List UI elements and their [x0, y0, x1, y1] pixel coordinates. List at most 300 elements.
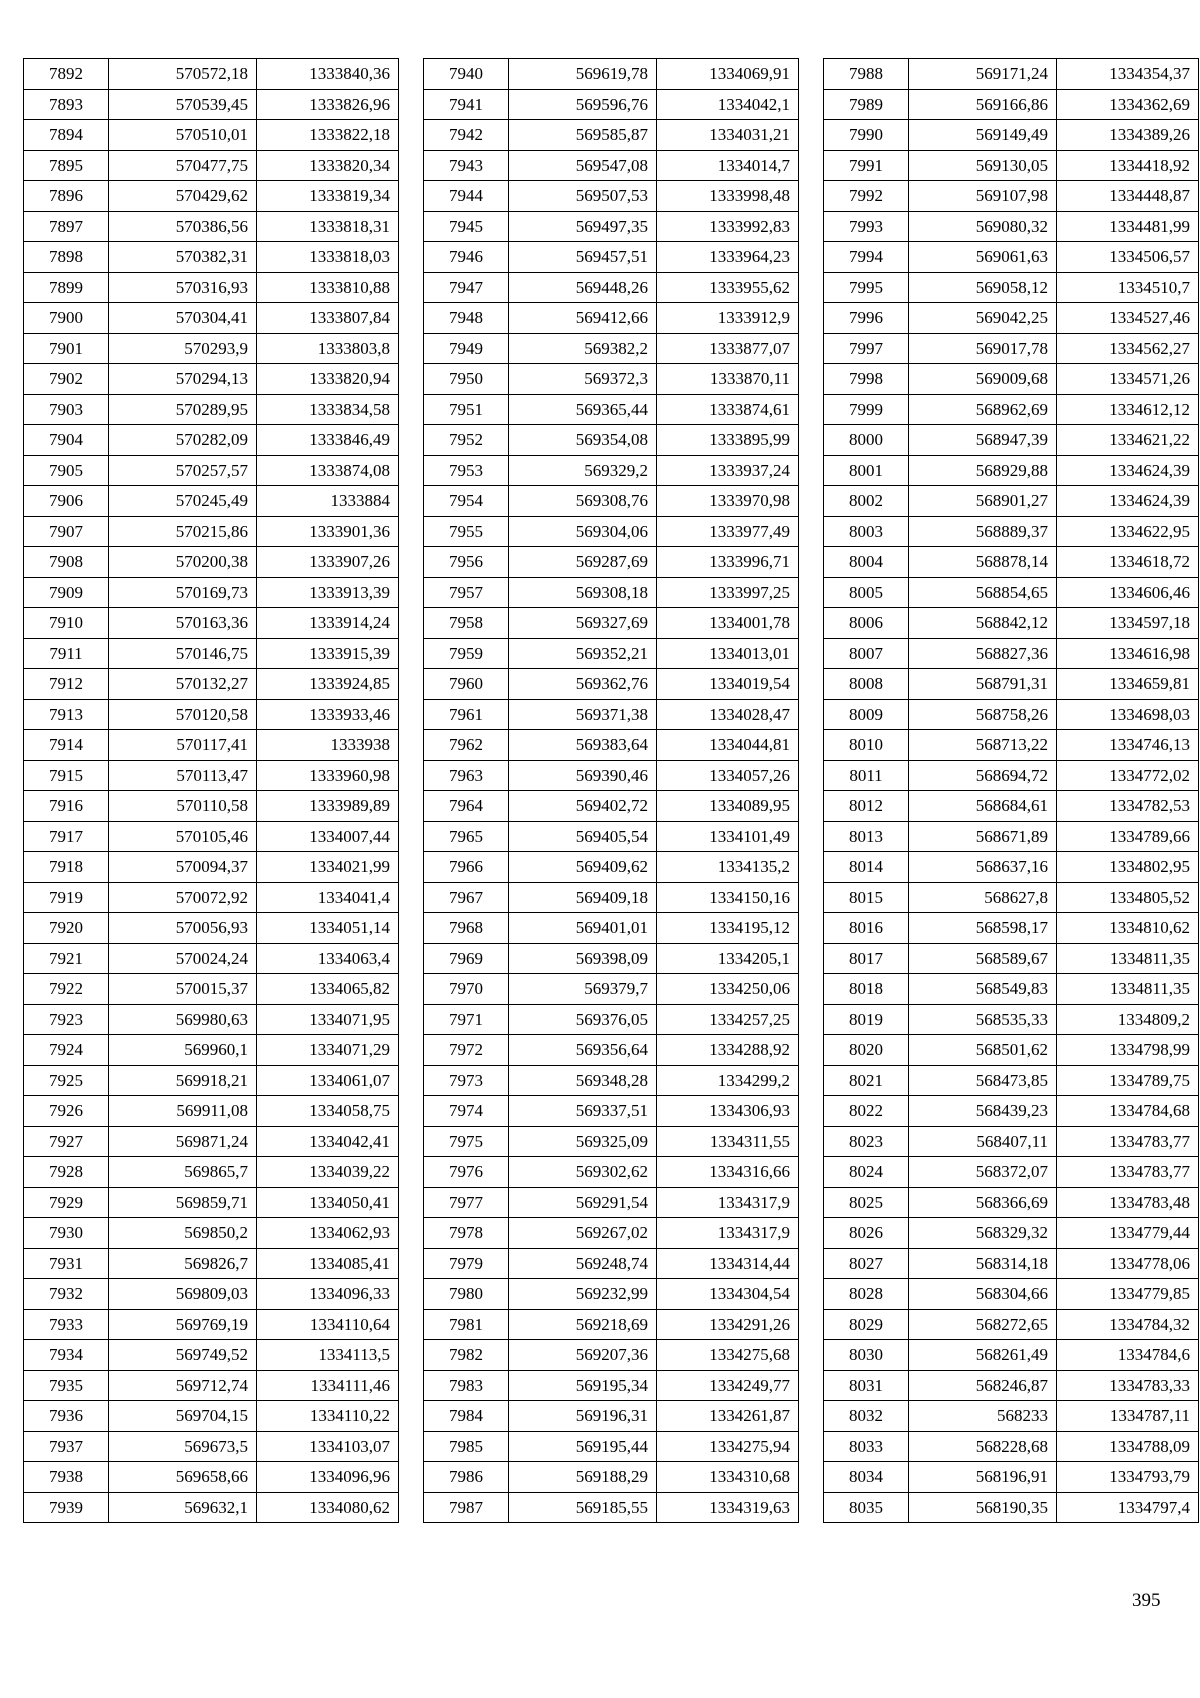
- y-coordinate-cell: 1333992,83: [657, 211, 799, 242]
- table-row: [824, 669, 1199, 700]
- x-coordinate-cell: 569658,66: [109, 1462, 257, 1493]
- point-number-cell: 7926: [24, 1096, 109, 1127]
- y-coordinate-cell: 1334031,21: [657, 120, 799, 151]
- table-row: [824, 577, 1199, 608]
- point-number-cell: 7974: [424, 1096, 509, 1127]
- table-row: [424, 1218, 799, 1249]
- x-coordinate-cell: 570257,57: [109, 455, 257, 486]
- y-coordinate-cell: 1334019,54: [657, 669, 799, 700]
- y-coordinate-cell: 1334784,6: [1057, 1340, 1199, 1371]
- y-coordinate-cell: 1334698,03: [1057, 699, 1199, 730]
- point-number-cell: 7963: [424, 760, 509, 791]
- x-coordinate-cell: 570572,18: [109, 59, 257, 90]
- point-number-cell: 7898: [24, 242, 109, 273]
- x-coordinate-cell: 569248,74: [509, 1248, 657, 1279]
- table-row: [824, 852, 1199, 883]
- y-coordinate-cell: 1334310,68: [657, 1462, 799, 1493]
- point-number-cell: 7964: [424, 791, 509, 822]
- point-number-cell: 7922: [24, 974, 109, 1005]
- x-coordinate-cell: 568842,12: [909, 608, 1057, 639]
- table-row: [824, 1279, 1199, 1310]
- y-coordinate-cell: 1334306,93: [657, 1096, 799, 1127]
- y-coordinate-cell: 1334624,39: [1057, 455, 1199, 486]
- table-row: [24, 1370, 399, 1401]
- x-coordinate-cell: 569149,49: [909, 120, 1057, 151]
- x-coordinate-cell: 569365,44: [509, 394, 657, 425]
- y-coordinate-cell: 1334096,96: [257, 1462, 399, 1493]
- point-number-cell: 7906: [24, 486, 109, 517]
- x-coordinate-cell: 569859,71: [109, 1187, 257, 1218]
- point-number-cell: 7916: [24, 791, 109, 822]
- y-coordinate-cell: 1334448,87: [1057, 181, 1199, 212]
- point-number-cell: 7992: [824, 181, 909, 212]
- x-coordinate-cell: 570200,38: [109, 547, 257, 578]
- point-number-cell: 7998: [824, 364, 909, 395]
- table-row: [424, 120, 799, 151]
- y-coordinate-cell: 1334205,1: [657, 943, 799, 974]
- point-number-cell: 7973: [424, 1065, 509, 1096]
- x-coordinate-cell: 569196,31: [509, 1401, 657, 1432]
- table-row: [424, 943, 799, 974]
- x-coordinate-cell: 568962,69: [909, 394, 1057, 425]
- table-row: [24, 211, 399, 242]
- x-coordinate-cell: 568233: [909, 1401, 1057, 1432]
- x-coordinate-cell: 568366,69: [909, 1187, 1057, 1218]
- x-coordinate-cell: 569383,64: [509, 730, 657, 761]
- y-coordinate-cell: 1334798,99: [1057, 1035, 1199, 1066]
- table-row: [424, 455, 799, 486]
- x-coordinate-cell: 570539,45: [109, 89, 257, 120]
- point-number-cell: 7920: [24, 913, 109, 944]
- point-number-cell: 7977: [424, 1187, 509, 1218]
- y-coordinate-cell: 1334782,53: [1057, 791, 1199, 822]
- table-row: [24, 394, 399, 425]
- y-coordinate-cell: 1334257,25: [657, 1004, 799, 1035]
- table-row: [424, 1065, 799, 1096]
- y-coordinate-cell: 1334110,22: [257, 1401, 399, 1432]
- point-number-cell: 7909: [24, 577, 109, 608]
- point-number-cell: 7942: [424, 120, 509, 151]
- y-coordinate-cell: 1334789,75: [1057, 1065, 1199, 1096]
- x-coordinate-cell: 569497,35: [509, 211, 657, 242]
- y-coordinate-cell: 1334784,68: [1057, 1096, 1199, 1127]
- table-row: [24, 1401, 399, 1432]
- point-number-cell: 7934: [24, 1340, 109, 1371]
- table-row: [424, 974, 799, 1005]
- y-coordinate-cell: 1334784,32: [1057, 1309, 1199, 1340]
- table-row: [24, 303, 399, 334]
- table-row: [424, 791, 799, 822]
- point-number-cell: 7971: [424, 1004, 509, 1035]
- x-coordinate-cell: 569405,54: [509, 821, 657, 852]
- point-number-cell: 7961: [424, 699, 509, 730]
- table-row: [424, 852, 799, 883]
- x-coordinate-cell: 568372,07: [909, 1157, 1057, 1188]
- x-coordinate-cell: 569218,69: [509, 1309, 657, 1340]
- x-coordinate-cell: 569337,51: [509, 1096, 657, 1127]
- point-number-cell: 7913: [24, 699, 109, 730]
- table-row: [24, 1187, 399, 1218]
- point-number-cell: 7915: [24, 760, 109, 791]
- x-coordinate-cell: 569409,18: [509, 882, 657, 913]
- point-number-cell: 7941: [424, 89, 509, 120]
- x-coordinate-cell: 568598,17: [909, 913, 1057, 944]
- y-coordinate-cell: 1334506,57: [1057, 242, 1199, 273]
- point-number-cell: 7989: [824, 89, 909, 120]
- point-number-cell: 7919: [24, 882, 109, 913]
- point-number-cell: 7980: [424, 1279, 509, 1310]
- y-coordinate-cell: 1334195,12: [657, 913, 799, 944]
- x-coordinate-cell: 569585,87: [509, 120, 657, 151]
- y-coordinate-cell: 1333819,34: [257, 181, 399, 212]
- table-row: [424, 669, 799, 700]
- point-number-cell: 7931: [24, 1248, 109, 1279]
- point-number-cell: 7930: [24, 1218, 109, 1249]
- x-coordinate-cell: 569507,53: [509, 181, 657, 212]
- y-coordinate-cell: 1333914,24: [257, 608, 399, 639]
- x-coordinate-cell: 569302,62: [509, 1157, 657, 1188]
- y-coordinate-cell: 1333912,9: [657, 303, 799, 334]
- x-coordinate-cell: 569448,26: [509, 272, 657, 303]
- table-row: [24, 699, 399, 730]
- y-coordinate-cell: 1333874,61: [657, 394, 799, 425]
- y-coordinate-cell: 1334135,2: [657, 852, 799, 883]
- point-number-cell: 7935: [24, 1370, 109, 1401]
- point-number-cell: 7981: [424, 1309, 509, 1340]
- table-row: [824, 1218, 1199, 1249]
- x-coordinate-cell: 569398,09: [509, 943, 657, 974]
- table-row: [824, 547, 1199, 578]
- table-row: [24, 1492, 399, 1523]
- table-row: [24, 1218, 399, 1249]
- x-coordinate-cell: 568929,88: [909, 455, 1057, 486]
- point-number-cell: 7951: [424, 394, 509, 425]
- x-coordinate-cell: 568501,62: [909, 1035, 1057, 1066]
- table-row: [824, 486, 1199, 517]
- point-number-cell: 8028: [824, 1279, 909, 1310]
- y-coordinate-cell: 1334042,41: [257, 1126, 399, 1157]
- point-number-cell: 8033: [824, 1431, 909, 1462]
- table-row: [24, 486, 399, 517]
- table-row: [24, 1279, 399, 1310]
- y-coordinate-cell: 1334014,7: [657, 150, 799, 181]
- point-number-cell: 8014: [824, 852, 909, 883]
- point-number-cell: 8003: [824, 516, 909, 547]
- point-number-cell: 8008: [824, 669, 909, 700]
- y-coordinate-cell: 1334304,54: [657, 1279, 799, 1310]
- point-number-cell: 7936: [24, 1401, 109, 1432]
- table-row: [424, 211, 799, 242]
- y-coordinate-cell: 1334291,26: [657, 1309, 799, 1340]
- x-coordinate-cell: 569188,29: [509, 1462, 657, 1493]
- point-number-cell: 7972: [424, 1035, 509, 1066]
- y-coordinate-cell: 1333826,96: [257, 89, 399, 120]
- table-row: [24, 1126, 399, 1157]
- table-row: [424, 1279, 799, 1310]
- y-coordinate-cell: 1334510,7: [1057, 272, 1199, 303]
- table-row: [424, 333, 799, 364]
- table-row: [24, 1248, 399, 1279]
- y-coordinate-cell: 1334311,55: [657, 1126, 799, 1157]
- y-coordinate-cell: 1334783,33: [1057, 1370, 1199, 1401]
- x-coordinate-cell: 568314,18: [909, 1248, 1057, 1279]
- x-coordinate-cell: 569379,7: [509, 974, 657, 1005]
- x-coordinate-cell: 569195,34: [509, 1370, 657, 1401]
- table-row: [824, 730, 1199, 761]
- x-coordinate-cell: 569850,2: [109, 1218, 257, 1249]
- y-coordinate-cell: 1334062,93: [257, 1218, 399, 1249]
- point-number-cell: 8012: [824, 791, 909, 822]
- table-row: [424, 1035, 799, 1066]
- point-number-cell: 7949: [424, 333, 509, 364]
- y-coordinate-cell: 1334103,07: [257, 1431, 399, 1462]
- point-number-cell: 7896: [24, 181, 109, 212]
- y-coordinate-cell: 1334050,41: [257, 1187, 399, 1218]
- x-coordinate-cell: 569390,46: [509, 760, 657, 791]
- point-number-cell: 7937: [24, 1431, 109, 1462]
- table-row: [824, 821, 1199, 852]
- y-coordinate-cell: 1334028,47: [657, 699, 799, 730]
- y-coordinate-cell: 1334275,94: [657, 1431, 799, 1462]
- table-row: [824, 59, 1199, 90]
- table-row: [24, 333, 399, 364]
- y-coordinate-cell: 1334783,48: [1057, 1187, 1199, 1218]
- y-coordinate-cell: 1333820,94: [257, 364, 399, 395]
- point-number-cell: 7902: [24, 364, 109, 395]
- x-coordinate-cell: 570245,49: [109, 486, 257, 517]
- table-row: [824, 1065, 1199, 1096]
- x-coordinate-cell: 569749,52: [109, 1340, 257, 1371]
- table-row: [824, 1309, 1199, 1340]
- y-coordinate-cell: 1334787,11: [1057, 1401, 1199, 1432]
- x-coordinate-cell: 570113,47: [109, 760, 257, 791]
- coordinate-table-3: [823, 58, 1199, 1523]
- x-coordinate-cell: 569287,69: [509, 547, 657, 578]
- coordinate-table-1: [23, 58, 399, 1523]
- x-coordinate-cell: 569130,05: [909, 150, 1057, 181]
- point-number-cell: 7955: [424, 516, 509, 547]
- point-number-cell: 7959: [424, 638, 509, 669]
- point-number-cell: 8001: [824, 455, 909, 486]
- point-number-cell: 7987: [424, 1492, 509, 1523]
- point-number-cell: 7903: [24, 394, 109, 425]
- y-coordinate-cell: 1334622,95: [1057, 516, 1199, 547]
- x-coordinate-cell: 568854,65: [909, 577, 1057, 608]
- x-coordinate-cell: 568637,16: [909, 852, 1057, 883]
- y-coordinate-cell: 1334101,49: [657, 821, 799, 852]
- y-coordinate-cell: 1333977,49: [657, 516, 799, 547]
- table-row: [824, 181, 1199, 212]
- table-row: [824, 943, 1199, 974]
- y-coordinate-cell: 1334044,81: [657, 730, 799, 761]
- x-coordinate-cell: 570120,58: [109, 699, 257, 730]
- table-row: [824, 1126, 1199, 1157]
- x-coordinate-cell: 569596,76: [509, 89, 657, 120]
- x-coordinate-cell: 569171,24: [909, 59, 1057, 90]
- table-row: [24, 638, 399, 669]
- y-coordinate-cell: 1334111,46: [257, 1370, 399, 1401]
- y-coordinate-cell: 1334481,99: [1057, 211, 1199, 242]
- y-coordinate-cell: 1333901,36: [257, 516, 399, 547]
- point-number-cell: 7983: [424, 1370, 509, 1401]
- x-coordinate-cell: 569166,86: [909, 89, 1057, 120]
- point-number-cell: 7995: [824, 272, 909, 303]
- point-number-cell: 7986: [424, 1462, 509, 1493]
- x-coordinate-cell: 570146,75: [109, 638, 257, 669]
- table-row: [424, 1370, 799, 1401]
- y-coordinate-cell: 1334527,46: [1057, 303, 1199, 334]
- table-row: [424, 150, 799, 181]
- point-number-cell: 8011: [824, 760, 909, 791]
- y-coordinate-cell: 1334021,99: [257, 852, 399, 883]
- x-coordinate-cell: 568196,91: [909, 1462, 1057, 1493]
- table-row: [424, 1309, 799, 1340]
- x-coordinate-cell: 568627,8: [909, 882, 1057, 913]
- y-coordinate-cell: 1334069,91: [657, 59, 799, 90]
- x-coordinate-cell: 569017,78: [909, 333, 1057, 364]
- x-coordinate-cell: 569352,21: [509, 638, 657, 669]
- table-row: [424, 242, 799, 273]
- x-coordinate-cell: 569232,99: [509, 1279, 657, 1310]
- table-row: [424, 1340, 799, 1371]
- x-coordinate-cell: 570117,41: [109, 730, 257, 761]
- table-row: [824, 211, 1199, 242]
- x-coordinate-cell: 569080,32: [909, 211, 1057, 242]
- table-row: [824, 1035, 1199, 1066]
- point-number-cell: 8035: [824, 1492, 909, 1523]
- x-coordinate-cell: 569376,05: [509, 1004, 657, 1035]
- point-number-cell: 7958: [424, 608, 509, 639]
- point-number-cell: 7914: [24, 730, 109, 761]
- table-row: [24, 791, 399, 822]
- y-coordinate-cell: 1334809,2: [1057, 1004, 1199, 1035]
- point-number-cell: 7996: [824, 303, 909, 334]
- point-number-cell: 7952: [424, 425, 509, 456]
- table-row: [824, 760, 1199, 791]
- point-number-cell: 7993: [824, 211, 909, 242]
- x-coordinate-cell: 570304,41: [109, 303, 257, 334]
- x-coordinate-cell: 569960,1: [109, 1035, 257, 1066]
- table-row: [824, 608, 1199, 639]
- y-coordinate-cell: 1333907,26: [257, 547, 399, 578]
- table-row: [24, 1004, 399, 1035]
- x-coordinate-cell: 568439,23: [909, 1096, 1057, 1127]
- table-row: [424, 59, 799, 90]
- table-row: [24, 821, 399, 852]
- x-coordinate-cell: 569809,03: [109, 1279, 257, 1310]
- point-number-cell: 7994: [824, 242, 909, 273]
- x-coordinate-cell: 568304,66: [909, 1279, 1057, 1310]
- table-row: [424, 425, 799, 456]
- table-row: [424, 730, 799, 761]
- x-coordinate-cell: 569457,51: [509, 242, 657, 273]
- point-number-cell: 7917: [24, 821, 109, 852]
- y-coordinate-cell: 1333807,84: [257, 303, 399, 334]
- table-row: [424, 577, 799, 608]
- x-coordinate-cell: 569107,98: [909, 181, 1057, 212]
- point-number-cell: 8026: [824, 1218, 909, 1249]
- x-coordinate-cell: 570169,73: [109, 577, 257, 608]
- x-coordinate-cell: 568549,83: [909, 974, 1057, 1005]
- x-coordinate-cell: 569009,68: [909, 364, 1057, 395]
- x-coordinate-cell: 569267,02: [509, 1218, 657, 1249]
- point-number-cell: 8017: [824, 943, 909, 974]
- point-number-cell: 8002: [824, 486, 909, 517]
- x-coordinate-cell: 569058,12: [909, 272, 1057, 303]
- y-coordinate-cell: 1334057,26: [657, 760, 799, 791]
- y-coordinate-cell: 1333846,49: [257, 425, 399, 456]
- point-number-cell: 8016: [824, 913, 909, 944]
- table-row: [424, 608, 799, 639]
- point-number-cell: 7908: [24, 547, 109, 578]
- point-number-cell: 8010: [824, 730, 909, 761]
- point-number-cell: 7899: [24, 272, 109, 303]
- point-number-cell: 8015: [824, 882, 909, 913]
- x-coordinate-cell: 570105,46: [109, 821, 257, 852]
- y-coordinate-cell: 1333895,99: [657, 425, 799, 456]
- y-coordinate-cell: 1334065,82: [257, 974, 399, 1005]
- table-row: [824, 89, 1199, 120]
- point-number-cell: 7927: [24, 1126, 109, 1157]
- point-number-cell: 7962: [424, 730, 509, 761]
- point-number-cell: 7960: [424, 669, 509, 700]
- y-coordinate-cell: 1334624,39: [1057, 486, 1199, 517]
- table-row: [424, 89, 799, 120]
- y-coordinate-cell: 1334299,2: [657, 1065, 799, 1096]
- x-coordinate-cell: 570316,93: [109, 272, 257, 303]
- table-row: [24, 89, 399, 120]
- x-coordinate-cell: 569619,78: [509, 59, 657, 90]
- point-number-cell: 7948: [424, 303, 509, 334]
- x-coordinate-cell: 569042,25: [909, 303, 1057, 334]
- y-coordinate-cell: 1334058,75: [257, 1096, 399, 1127]
- point-number-cell: 7928: [24, 1157, 109, 1188]
- x-coordinate-cell: 569348,28: [509, 1065, 657, 1096]
- point-number-cell: 8005: [824, 577, 909, 608]
- table-row: [424, 821, 799, 852]
- point-number-cell: 7965: [424, 821, 509, 852]
- point-number-cell: 7895: [24, 150, 109, 181]
- point-number-cell: 7938: [24, 1462, 109, 1493]
- table-row: [824, 791, 1199, 822]
- y-coordinate-cell: 1334080,62: [257, 1492, 399, 1523]
- page-number: 395: [1132, 1590, 1161, 1611]
- point-number-cell: 7976: [424, 1157, 509, 1188]
- x-coordinate-cell: 568791,31: [909, 669, 1057, 700]
- point-number-cell: 7990: [824, 120, 909, 151]
- y-coordinate-cell: 1334071,29: [257, 1035, 399, 1066]
- point-number-cell: 7969: [424, 943, 509, 974]
- y-coordinate-cell: 1334659,81: [1057, 669, 1199, 700]
- table-row: [24, 59, 399, 90]
- table-row: [424, 181, 799, 212]
- y-coordinate-cell: 1333810,88: [257, 272, 399, 303]
- point-number-cell: 7892: [24, 59, 109, 90]
- y-coordinate-cell: 1334096,33: [257, 1279, 399, 1310]
- point-number-cell: 7918: [24, 852, 109, 883]
- table-row: [24, 242, 399, 273]
- x-coordinate-cell: 569409,62: [509, 852, 657, 883]
- y-coordinate-cell: 1334317,9: [657, 1187, 799, 1218]
- point-number-cell: 8004: [824, 547, 909, 578]
- table-row: [824, 1187, 1199, 1218]
- x-coordinate-cell: 570382,31: [109, 242, 257, 273]
- y-coordinate-cell: 1333818,03: [257, 242, 399, 273]
- table-row: [424, 1126, 799, 1157]
- point-number-cell: 7978: [424, 1218, 509, 1249]
- x-coordinate-cell: 569061,63: [909, 242, 1057, 273]
- x-coordinate-cell: 569769,19: [109, 1309, 257, 1340]
